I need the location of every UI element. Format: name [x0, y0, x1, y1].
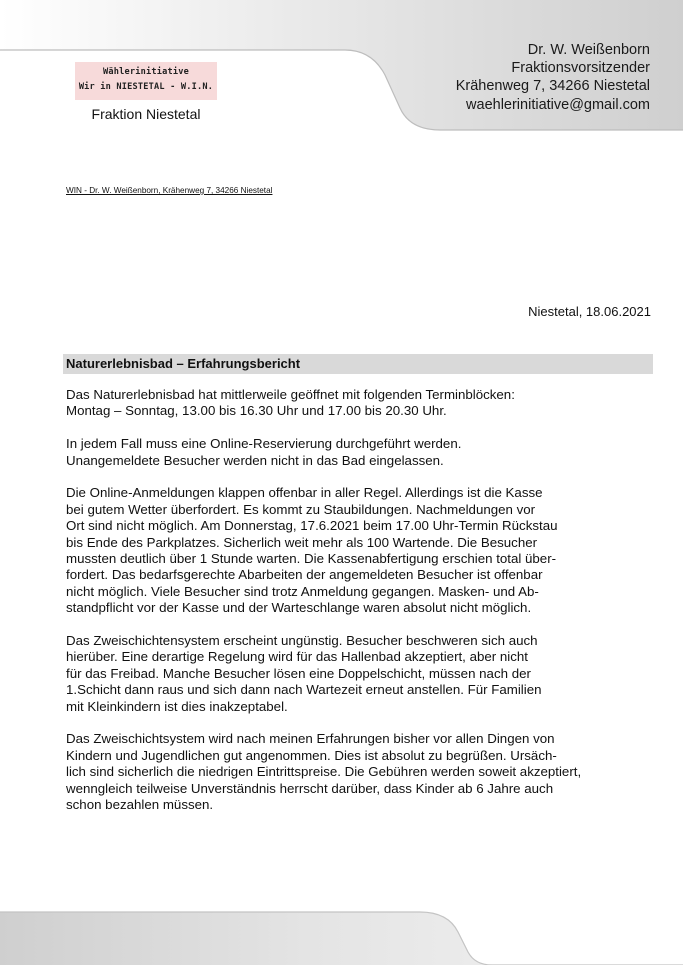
paragraph-line: Ort sind nicht möglich. Am Donnerstag, 17.6.2021 beim 17.00 Uhr-Termin Rückstau — [66, 518, 558, 534]
paragraph-line: Montag – Sonntag, 13.00 bis 16.30 Uhr und 17.00 bis 20.30 Uhr. — [66, 403, 447, 419]
logo-line-1: Wählerinitiative — [103, 67, 189, 77]
fraction-label: Fraktion Niestetal — [91, 106, 201, 122]
paragraph-line: lich sind sicherlich die niedrigen Eintrittspreise. Die Gebühren werden soweit akzeptiert, — [66, 764, 582, 780]
paragraph — [66, 633, 626, 715]
paragraph-line: mussten deutlich über 1 Stunde warten. Die Kassenabfertigung erschien total über- — [66, 551, 557, 567]
paragraph-line: fordert. Das bedarfsgerechte Abarbeiten der angemeldeten Besucher ist offenbar — [66, 567, 543, 583]
paragraph-line: bei gutem Wetter überfordert. Es kommt zu Staubildungen. Nachmeldungen vor — [66, 501, 536, 517]
paragraph-line: schon bezahlen müssen. — [66, 797, 214, 813]
paragraph — [66, 485, 626, 616]
letter-body — [66, 387, 626, 830]
letter-subject: Naturerlebnisbad – Erfahrungsbericht — [63, 354, 653, 374]
paragraph-line: Das Zweischichtensystem erscheint ungünstig. Besucher beschweren sich auch — [66, 633, 538, 649]
paragraph-line: Unangemeldete Besucher werden nicht in das Bad eingelassen. — [66, 452, 444, 468]
paragraph-line: wenngleich teilweise Unverständnis herrscht darüber, dass Kinder ab 6 Jahre auch — [66, 780, 554, 796]
paragraph-line: standpflicht vor der Kasse und der Warteschlange waren absolut nicht möglich. — [66, 600, 532, 616]
paragraph-line: mit Kleinkindern ist dies inakzeptabel. — [66, 698, 288, 714]
contact-email: waehlerinitiative@gmail.com — [466, 96, 650, 113]
paragraph — [66, 436, 626, 469]
paragraph-line: Kindern und Jugendlichen gut angenommen. Dies ist absolut zu begrüßen. Ursäch- — [66, 747, 557, 763]
paragraph-line: In jedem Fall muss eine Online-Reservierung durchgeführt werden. — [66, 436, 462, 452]
paragraph-line: Die Online-Anmeldungen klappen offenbar in aller Regel. Allerdings ist die Kasse — [66, 485, 543, 501]
paragraph-line: Das Zweischichtsystem wird nach meinen Erfahrungen bisher vor allen Dingen von — [66, 731, 555, 747]
letter-date: Niestetal, 18.06.2021 — [528, 304, 651, 319]
paragraph-line: bis Ende des Parkplatzes. Sicherlich weit mehr als 100 Wartende. Die Besucher — [66, 534, 538, 550]
sender-line: WIN - Dr. W. Weißenborn, Krähenweg 7, 34266 Niestetal — [66, 186, 273, 195]
logo-line-2: Wir in NIESTETAL - W.I.N. — [78, 82, 214, 92]
footer-band — [0, 900, 683, 965]
paragraph — [66, 731, 626, 813]
contact-name: Dr. W. Weißenborn — [527, 42, 650, 58]
contact-address: Krähenweg 7, 34266 Niestetal — [455, 78, 650, 95]
paragraph-line: für das Freibad. Manche Besucher lösen eine Doppelschicht, müssen nach der — [66, 665, 531, 681]
paragraph-line: hierüber. Eine derartige Regelung wird für das Hallenbad akzeptiert, aber nicht — [66, 649, 528, 665]
contact-block — [456, 41, 650, 114]
paragraph — [66, 387, 626, 420]
win-logo — [75, 62, 217, 100]
paragraph-line: nicht möglich. Viele Besucher sind trotz Anmeldung gegangen. Masken- und Ab- — [66, 583, 539, 599]
contact-role: Fraktionsvorsitzender — [511, 60, 650, 77]
paragraph-line: Das Naturerlebnisbad hat mittlerweile geöffnet mit folgenden Terminblöcken: — [66, 387, 515, 402]
paragraph-line: 1.Schicht dann raus und sich dann nach Wartezeit erneut anstellen. Für Familien — [66, 682, 542, 698]
